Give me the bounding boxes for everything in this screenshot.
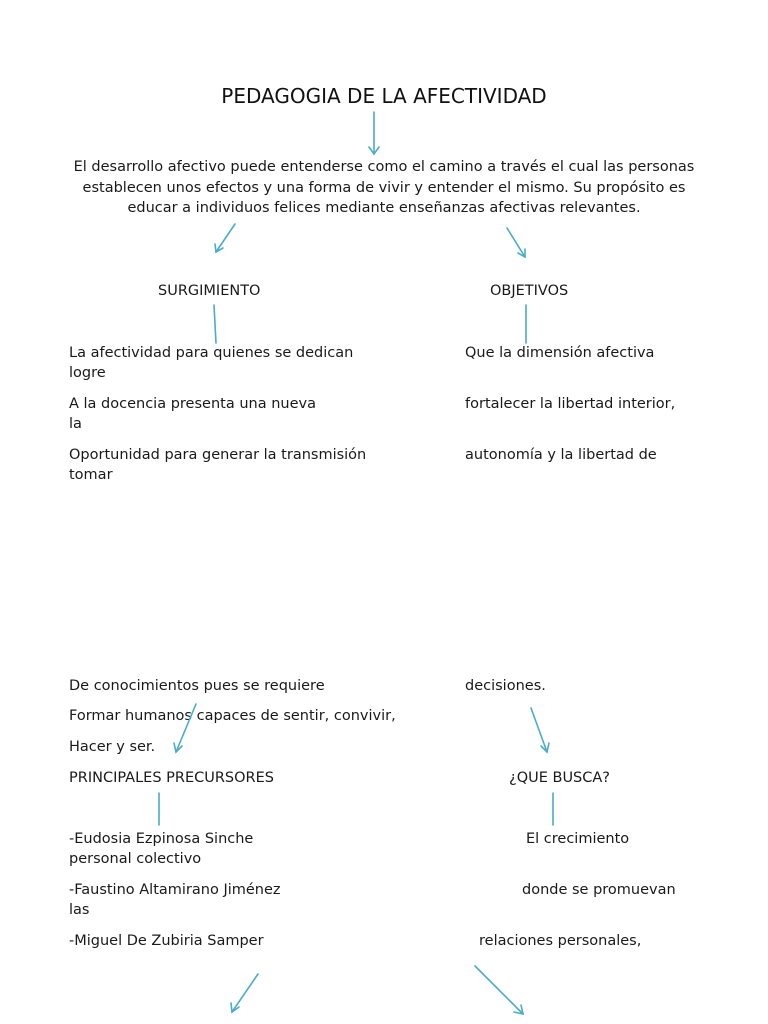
left-text-line: la xyxy=(69,416,82,432)
left-text-line: A la docencia presenta una nueva xyxy=(69,396,316,412)
heading-surgimiento: SURGIMIENTO xyxy=(158,283,261,299)
heading-que-busca: ¿QUE BUSCA? xyxy=(509,770,610,786)
right-text-line: fortalecer la libertad interior, xyxy=(465,396,676,412)
heading-objetivos: OBJETIVOS xyxy=(490,283,569,299)
lower-left-line: Hacer y ser. xyxy=(69,739,156,755)
right-text-line: Que la dimensión afectiva xyxy=(465,345,655,361)
left-text-line: logre xyxy=(69,365,106,381)
arrow-lower-left xyxy=(174,704,196,752)
lower-right-line: decisiones. xyxy=(465,678,546,694)
busca-line: relaciones personales, xyxy=(479,933,642,949)
busca-line: El crecimiento xyxy=(526,831,630,847)
left-text-line: tomar xyxy=(69,467,113,483)
page-title: PEDAGOGIA DE LA AFECTIVIDAD xyxy=(221,84,547,108)
precursor-line: personal colectivo xyxy=(69,851,202,867)
busca-line: donde se promuevan xyxy=(522,882,676,898)
precursor-line: las xyxy=(69,902,90,918)
arrow-intro-right xyxy=(507,228,525,257)
right-text-line: autonomía y la libertad de xyxy=(465,447,657,463)
arrow-title-down xyxy=(369,112,379,154)
intro-paragraph: El desarrollo afectivo puede entenderse como el camino a través el cual las personas establecen unos efectos y una forma de vivir y entender el mismo. Su propósito es educar a individuos felices mediante enseñanzas afectivas relevantes. xyxy=(73,159,695,216)
lower-left-line: Formar humanos capaces de sentir, convivir, xyxy=(69,708,396,724)
arrow-bottom-right xyxy=(475,966,523,1014)
left-text-line: Oportunidad para generar la transmisión xyxy=(69,447,367,463)
precursor-line: -Eudosia Ezpinosa Sinche xyxy=(69,831,254,847)
lower-left-line: De conocimientos pues se requiere xyxy=(69,678,325,694)
precursor-line: -Faustino Altamirano Jiménez xyxy=(69,882,281,898)
arrow-lower-right xyxy=(531,708,549,752)
left-text-line: La afectividad para quienes se dedican xyxy=(69,345,354,361)
heading-precursores: PRINCIPALES PRECURSORES xyxy=(69,770,274,786)
line-surgimiento xyxy=(214,305,216,343)
arrow-bottom-left xyxy=(231,974,258,1012)
precursor-line: -Miguel De Zubiria Samper xyxy=(69,933,264,949)
arrow-intro-left xyxy=(215,224,235,252)
